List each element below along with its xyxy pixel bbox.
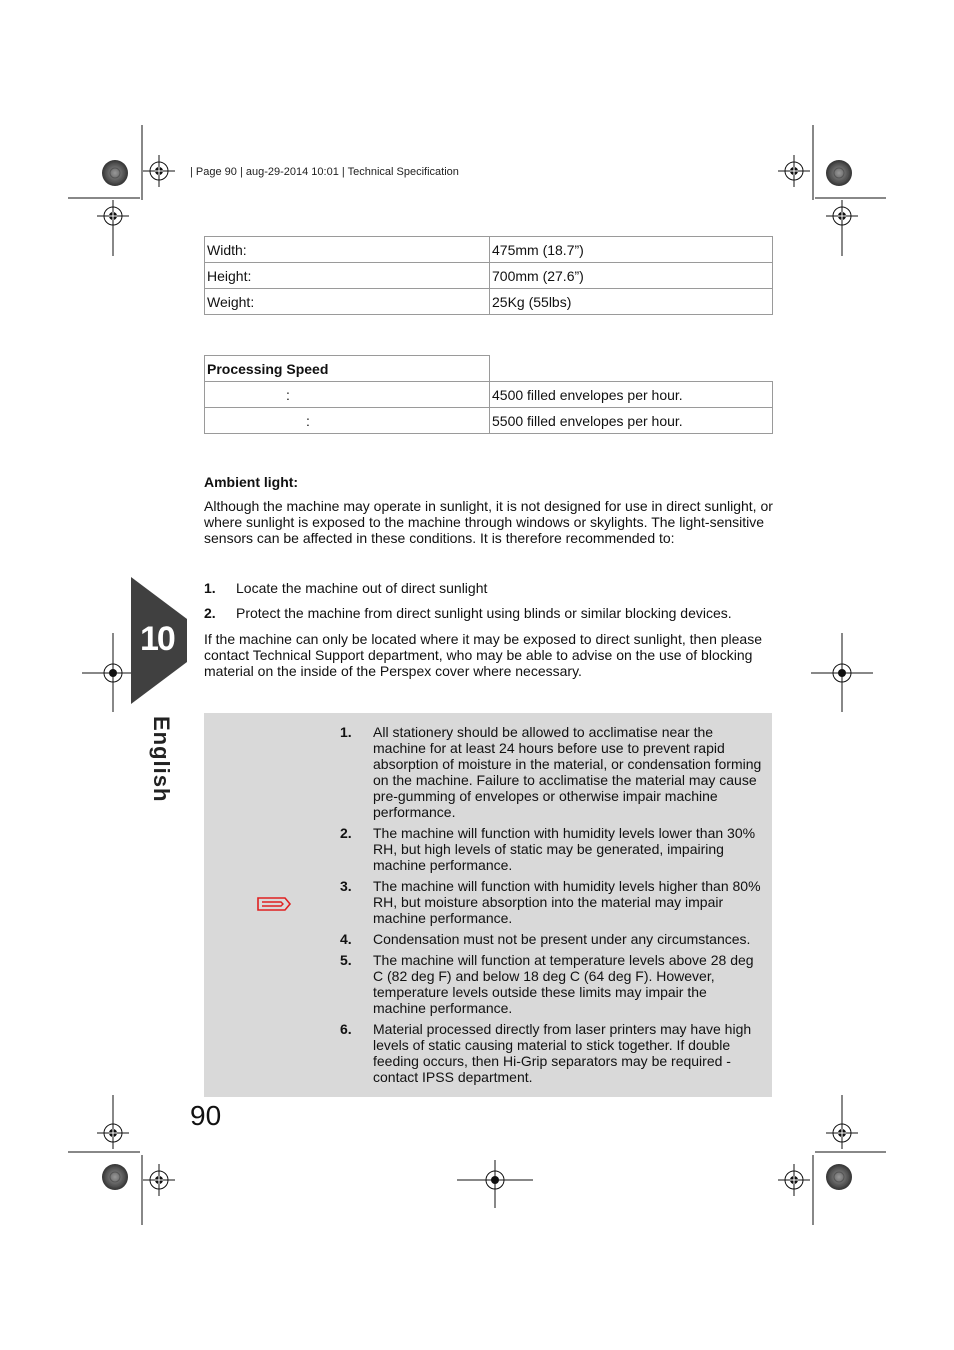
dimension-value: 25Kg (55lbs) bbox=[490, 289, 773, 315]
list-item bbox=[340, 878, 762, 926]
speed-value: 5500 filled envelopes per hour. bbox=[490, 408, 773, 434]
note-text: The machine will function at temperature levels above 28 deg C (82 deg F) and below 18 deg C (64 deg F). However, temperature levels outside these limits may impair the machine performance. bbox=[373, 952, 754, 1016]
dimensions-table bbox=[204, 236, 773, 315]
note-text: The machine will function with humidity levels higher than 80% RH, but moisture absorption into the material may impair machine performance. bbox=[373, 878, 761, 926]
chapter-number: 10 bbox=[140, 620, 174, 658]
note-text: Material processed directly from laser printers may have high levels of static causing material to stick together. If double feeding occurs, then Hi-Grip separators may be required - contact IPSS department. bbox=[373, 1021, 752, 1085]
note-number: 2. bbox=[340, 825, 352, 841]
note-number: 5. bbox=[340, 952, 352, 968]
note-paperclip-icon bbox=[255, 895, 293, 913]
speed-value: 4500 filled envelopes per hour. bbox=[490, 382, 773, 408]
notes-list bbox=[340, 724, 762, 1090]
dimension-label: Width: bbox=[205, 237, 490, 263]
note-text: The machine will function with humidity levels lower than 30% RH, but high levels of static may be generated, impairing machine performance. bbox=[373, 825, 756, 873]
step-text: Protect the machine from direct sunlight using blinds or similar blocking devices. bbox=[236, 605, 732, 621]
list-item bbox=[340, 825, 762, 873]
table-row bbox=[205, 263, 773, 289]
note-number: 3. bbox=[340, 878, 352, 894]
note-number: 6. bbox=[340, 1021, 352, 1037]
dimension-value: 700mm (27.6”) bbox=[490, 263, 773, 289]
step-number: 2. bbox=[204, 605, 216, 621]
speed-label: : bbox=[205, 408, 490, 434]
dimension-value: 475mm (18.7”) bbox=[490, 237, 773, 263]
step-number: 1. bbox=[204, 580, 216, 596]
list-item bbox=[340, 931, 762, 947]
list-item bbox=[340, 1021, 762, 1085]
list-item bbox=[340, 952, 762, 1016]
ambient-paragraph: Although the machine may operate in sunlight, it is not designed for use in direct sunlight, or where sunlight is exposed to the machine through windows or skylights. The light-sensitive sensors can be affected in these conditions. It is therefore recommended to: bbox=[204, 498, 773, 546]
dimension-label: Weight: bbox=[205, 289, 490, 315]
note-text: All stationery should be allowed to acclimatise near the machine for at least 24 hours before use to prevent rapid absorption of moisture in the material, or condensation forming on the machine. Failure to acclimatise the material may cause pre-gumming of envelopes or otherwise impair machine performance. bbox=[373, 724, 762, 820]
speed-table-header: Processing Speed bbox=[205, 356, 490, 382]
processing-speed-table bbox=[204, 355, 773, 434]
speed-label: : bbox=[205, 382, 490, 408]
list-item bbox=[340, 724, 762, 820]
note-number: 1. bbox=[340, 724, 352, 740]
note-text: Condensation must not be present under any circumstances. bbox=[373, 931, 751, 947]
table-row bbox=[205, 356, 773, 382]
list-item bbox=[204, 580, 487, 596]
table-row bbox=[205, 237, 773, 263]
table-row bbox=[205, 408, 773, 434]
table-row bbox=[205, 289, 773, 315]
language-label: English bbox=[149, 716, 174, 803]
empty-cell bbox=[490, 356, 773, 382]
print-header: | Page 90 | aug-29-2014 10:01 | Technical Specification bbox=[190, 166, 459, 178]
dimension-label: Height: bbox=[205, 263, 490, 289]
table-row bbox=[205, 382, 773, 408]
ambient-followup: If the machine can only be located where it may be exposed to direct sunlight, then please contact Technical Support department, who may be able to advise on the use of blocking material on the inside of the Perspex cover where necessary. bbox=[204, 631, 763, 679]
list-item bbox=[204, 605, 732, 621]
page-number: 90 bbox=[190, 1100, 222, 1131]
ambient-heading: Ambient light: bbox=[204, 474, 299, 490]
note-number: 4. bbox=[340, 931, 352, 947]
step-text: Locate the machine out of direct sunlight bbox=[236, 580, 488, 596]
